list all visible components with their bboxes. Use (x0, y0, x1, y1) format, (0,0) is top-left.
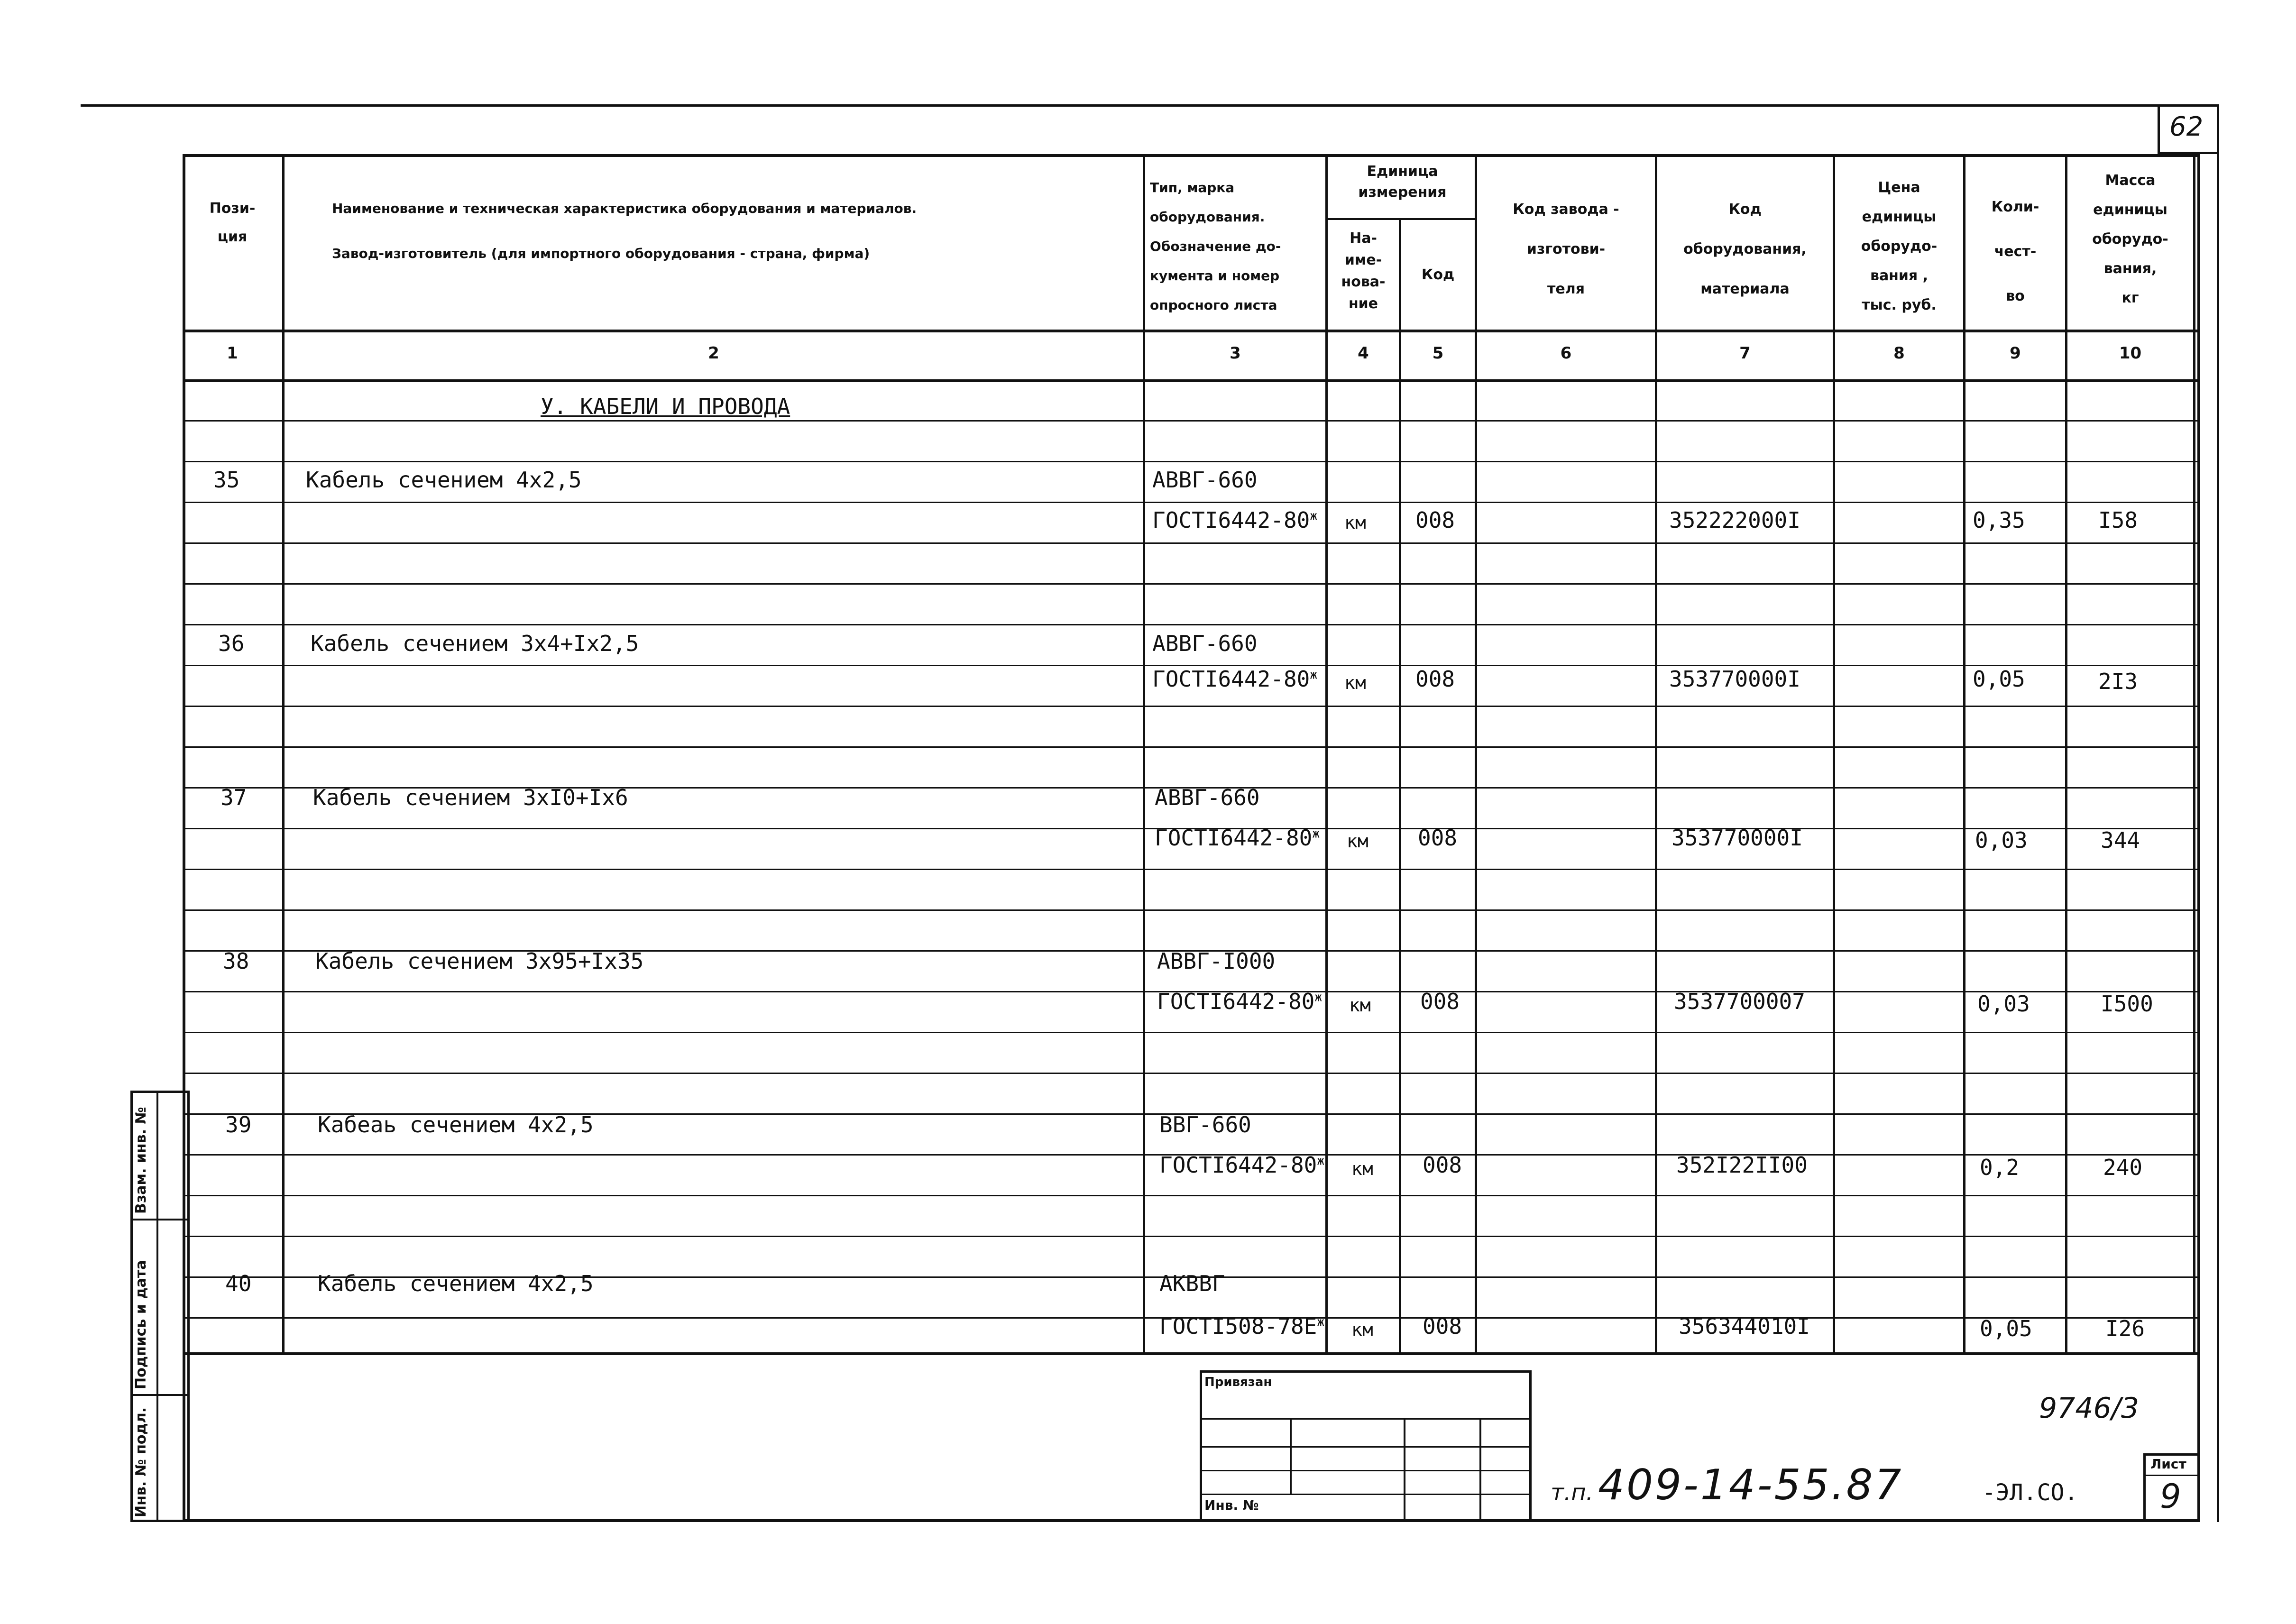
col-line-1 (282, 154, 285, 1354)
header-col2: Наименование и техническая характеристика оборудования и материалов. Завод-изготовитель (для импортного оборудования - страна, фирма) (332, 201, 917, 261)
item-code: 352222000I (1669, 507, 1800, 533)
item-qty: 0,05 (1973, 666, 2025, 692)
item-unit: км (1351, 1319, 1373, 1340)
row-line (183, 420, 2200, 422)
row-line (183, 542, 2200, 544)
col-line-5 (1475, 154, 1477, 1354)
colnum-6: 6 (1560, 344, 1572, 363)
unit-group-line (1325, 218, 1477, 220)
stamp-vline (1404, 1418, 1405, 1522)
item-pos: 36 (218, 631, 245, 656)
item-name: Кабель сечением 3xI0+Ix6 (313, 785, 628, 810)
item-unit-code: 008 (1420, 989, 1460, 1014)
stamp-line (1200, 1418, 1532, 1420)
row-line (183, 1073, 2200, 1074)
row-line (183, 461, 2200, 462)
colnum-bottom-line (183, 379, 2200, 382)
section-title: У. КАБЕЛИ И ПРОВОДА (541, 394, 790, 419)
header-col1: Пози- ция (209, 200, 256, 245)
row-line (183, 909, 2200, 911)
colnum-1: 1 (227, 344, 238, 363)
item-name: Кабель сечением 4x2,5 (318, 1271, 594, 1296)
item-unit: км (1344, 672, 1366, 693)
item-pos: 39 (225, 1112, 252, 1138)
colnum-8: 8 (1893, 344, 1905, 363)
row-line (183, 1195, 2200, 1196)
item-name: Кабель сечением 3x95+Ix35 (315, 948, 644, 974)
item-unit-code: 008 (1415, 666, 1455, 692)
header-col3: Тип, марка оборудования. Обозначение до- кумента и номер опросного листа (1150, 180, 1281, 313)
item-mass: I58 (2098, 507, 2138, 533)
row-line (183, 746, 2200, 748)
item-type: АВВГ-660 (1155, 785, 1260, 810)
stamp-vline (1479, 1418, 1481, 1522)
item-pos: 35 (213, 467, 240, 493)
item-doc: $ГОСТI508-78Е^ж$ (1159, 1313, 1324, 1339)
item-unit-code: 008 (1423, 1313, 1462, 1339)
doc-code: 409-14-55.87 (1598, 1460, 1903, 1509)
item-type: АВВГ-I000 (1157, 948, 1276, 974)
col-line-9 (2065, 154, 2067, 1354)
item-name: Кабель сечением 3x4+Ix2,5 (311, 631, 639, 656)
header-col10: Масса единицы оборудо- вания, кг (2092, 172, 2168, 306)
item-mass: I26 (2105, 1316, 2145, 1341)
col-line-3 (1325, 154, 1328, 1354)
item-unit: км (1349, 995, 1371, 1016)
header-col7: Код оборудования, материала (1683, 201, 1807, 297)
row-line (183, 1032, 2200, 1033)
header-bottom-line (183, 330, 2200, 332)
item-code: 353770000I (1669, 666, 1800, 692)
item-code: 353770000I (1671, 825, 1803, 851)
colnum-9: 9 (2010, 344, 2021, 363)
item-unit: км (1347, 831, 1368, 852)
section-code: -ЭЛ.СО. (1982, 1479, 2078, 1506)
row-line (183, 624, 2200, 625)
sheet-corner-number: 62 (2169, 111, 2204, 142)
item-doc: $ГОСТI6442-80^ж$ (1152, 507, 1317, 533)
item-unit-code: 008 (1415, 507, 1455, 533)
item-pos: 40 (225, 1271, 252, 1296)
colnum-2: 2 (708, 344, 719, 363)
item-code: 352I22II00 (1676, 1152, 1808, 1178)
header-col8: Цена единицы оборудо- вания , тыс. руб. (1861, 179, 1938, 313)
stamp-line (1200, 1470, 1532, 1471)
doc-code-prefix: т.п. (1551, 1479, 1593, 1506)
table-bottom-line (183, 1352, 2200, 1355)
colnum-3: 3 (1230, 344, 1241, 363)
sheet-label: Лист (2150, 1456, 2186, 1472)
item-qty: 0,05 (1980, 1316, 2032, 1341)
header-col4: На- име- нова- ние (1341, 230, 1386, 312)
header-col6: Код завода - изготови- теля (1513, 201, 1619, 297)
item-type: АВВГ-660 (1152, 467, 1258, 493)
item-qty: 0,03 (1977, 991, 2030, 1017)
row-line (183, 869, 2200, 870)
side-stamp-inv: Инв. № подл. (133, 1407, 149, 1517)
col-line-8 (1963, 154, 1965, 1354)
side-stamp-signature: Подпись и дата (133, 1260, 149, 1389)
item-code: 356344010I (1679, 1313, 1810, 1339)
row-line (183, 706, 2200, 707)
colnum-4: 4 (1358, 344, 1369, 363)
item-type: АКВВГ (1159, 1271, 1225, 1296)
item-doc: $ГОСТI6442-80^ж$ (1155, 825, 1320, 851)
item-mass: I500 (2101, 991, 2153, 1017)
header-unit-group: Единица измерения (1358, 163, 1447, 201)
item-mass: 240 (2103, 1155, 2143, 1180)
item-pos: 37 (220, 785, 247, 810)
item-mass: 344 (2101, 827, 2140, 853)
privyazan-label: Привязан (1204, 1375, 1272, 1389)
item-doc: $ГОСТI6442-80^ж$ (1159, 1152, 1324, 1178)
colnum-5: 5 (1432, 344, 1444, 363)
item-code: 3537700007 (1674, 989, 1805, 1014)
stamp-vline (1290, 1418, 1292, 1494)
side-stamp-row-line (130, 1219, 190, 1220)
side-stamp-row-line (130, 1394, 190, 1396)
item-doc: $ГОСТI6442-80^ж$ (1152, 666, 1317, 692)
item-qty: 0,35 (1973, 507, 2025, 533)
item-qty: 0,03 (1975, 827, 2028, 853)
item-mass: 2I3 (2098, 669, 2138, 694)
col-line-2 (1143, 154, 1145, 1354)
item-unit: км (1344, 512, 1366, 533)
item-pos: 38 (223, 948, 249, 974)
item-unit-code: 008 (1418, 825, 1458, 851)
item-name: Кабель сечением 4x2,5 (306, 467, 582, 493)
row-line (183, 1236, 2200, 1237)
item-doc: $ГОСТI6442-80^ж$ (1157, 989, 1322, 1014)
row-line (183, 502, 2200, 503)
item-type: АВВГ-660 (1152, 631, 1258, 656)
item-unit-code: 008 (1423, 1152, 1462, 1178)
colnum-7: 7 (1739, 344, 1751, 363)
header-col9: Коли- чест- во (1991, 199, 2039, 304)
colnum-10: 10 (2119, 344, 2142, 363)
stamp-line (1200, 1446, 1532, 1448)
item-name: Кабеаь сечением 4x2,5 (318, 1112, 594, 1138)
table-right-line (2193, 154, 2195, 1354)
col-line-4 (1399, 218, 1401, 1354)
side-stamp-vzam: Взам. инв. № (133, 1107, 149, 1214)
inv-label: Инв. № (1204, 1497, 1259, 1513)
sheet-number: 9 (2160, 1477, 2181, 1516)
side-stamp-divider (156, 1091, 158, 1522)
item-qty: 0,2 (1980, 1155, 2020, 1180)
archive-number: 9746/3 (2039, 1392, 2140, 1425)
item-type: ВВГ-660 (1159, 1112, 1251, 1138)
header-col5: Код (1421, 266, 1455, 283)
col-line-7 (1833, 154, 1835, 1354)
row-line (183, 583, 2200, 585)
item-unit: км (1351, 1158, 1373, 1179)
col-line-6 (1655, 154, 1657, 1354)
